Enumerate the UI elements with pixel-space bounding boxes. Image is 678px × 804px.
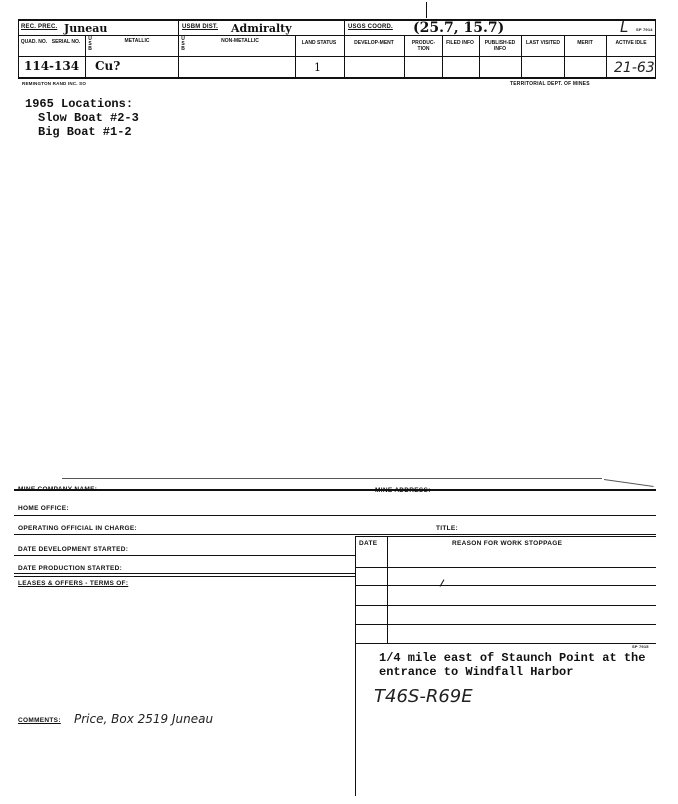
col-divider [564,35,565,78]
leases-label: LEASES & OFFERS - TERMS OF: [18,580,129,587]
home-office-label: HOME OFFICE: [18,505,69,512]
metallic-code-header: U S B [88,36,92,52]
development-header: DEVELOP-MENT [354,40,394,46]
stoppage-row-rule [355,585,656,586]
header-right-edge [655,19,656,78]
reason-header: REASON FOR WORK STOPPAGE [452,540,563,547]
header-left-edge [18,19,19,79]
col-divider [606,35,607,78]
rec-prec-label: REC. PREC. [21,24,58,30]
form-center-divider [355,536,356,796]
col-divider [295,35,296,78]
stoppage-row-rule [355,643,656,644]
date-column-divider [387,536,388,644]
header-bottom-rule [18,77,656,79]
registration-mark [426,2,427,18]
col-divider [404,35,405,78]
location-item: Big Boat #1-2 [38,125,132,139]
form-rule [355,536,656,537]
usbm-dist-value: Admiralty [231,22,292,35]
stoppage-row-rule [355,624,656,625]
last-visited-header: LAST VISITED [526,40,560,46]
quad-no-header: QUAD. NO. [20,39,48,45]
filed-info-header: FILED INFO [446,40,474,46]
form-rule [14,515,656,516]
form-rule [14,573,355,574]
active-idle-header: ACTIVE IDLE [615,40,647,46]
rec-prec-value: Juneau [64,22,108,35]
active-idle-value: 21-63 [614,60,655,76]
corner-letter: L [620,18,629,36]
metallic-header: METALLIC [124,38,150,44]
form-rule [14,534,656,535]
header-mid-rule [18,35,656,36]
form-top-rule [14,489,656,491]
land-status-value: 1 [314,61,321,74]
date-production-label: DATE PRODUCTION STARTED: [18,565,123,572]
production-header: PRODUC-TION [411,40,436,52]
form-rule [14,555,355,556]
usbm-dist-label: USBM DIST. [182,24,219,30]
col-divider [344,19,345,78]
mine-address-label: MINE ADDRESS: [375,487,431,494]
card-top-edge [62,478,602,479]
published-info-header: PUBLISH-ED INFO [484,40,516,52]
stoppage-row-rule [355,567,656,568]
date-development-label: DATE DEVELOPMENT STARTED: [18,546,129,553]
date-header: DATE [359,540,378,547]
form-number: SP 7914 [636,27,653,32]
merit-header: MERIT [577,40,593,46]
land-status-header: LAND STATUS [301,40,337,46]
usgs-coord-value: (25.7, 15.7) [413,20,505,36]
serial-no-header: SERIAL NO. [51,39,81,45]
township-range-note: T46S-R69E [374,686,473,707]
lower-form-number: SP 7915 [632,644,649,649]
department-credit: TERRITORIAL DEPT. OF MINES [510,81,590,87]
usgs-coord-label: USGS COORD. [348,24,393,30]
nonmetallic-header: NON-METALLIC [221,38,259,44]
col-divider [442,35,443,78]
mine-company-name-label: MINE COMPANY NAME: [18,486,98,493]
nonmetallic-code-header: U S B [181,36,185,52]
corner-curve [604,479,654,487]
col-divider [178,19,179,78]
printer-credit: REMINGTON RAND INC. SO [22,81,87,86]
col-divider [521,35,522,78]
location-note-line: 1/4 mile east of Staunch Point at the [379,651,646,665]
location-note-line: entrance to Windfall Harbor [379,665,574,679]
stoppage-row-rule [355,605,656,606]
operating-official-label: OPERATING OFFICIAL IN CHARGE: [18,525,137,532]
location-item: Slow Boat #2-3 [38,111,139,125]
quad-serial-value: 114-134 [24,59,80,73]
header-top-rule [18,19,656,21]
col-divider [479,35,480,78]
locations-title: 1965 Locations: [25,97,134,111]
header-row-rule [18,56,656,57]
comments-value: Price, Box 2519 Juneau [74,712,214,726]
metallic-value: Cu? [95,59,121,73]
comments-label: COMMENTS: [18,717,61,724]
title-label: TITLE: [436,525,459,532]
form-rule [14,576,355,577]
col-divider [85,35,86,78]
